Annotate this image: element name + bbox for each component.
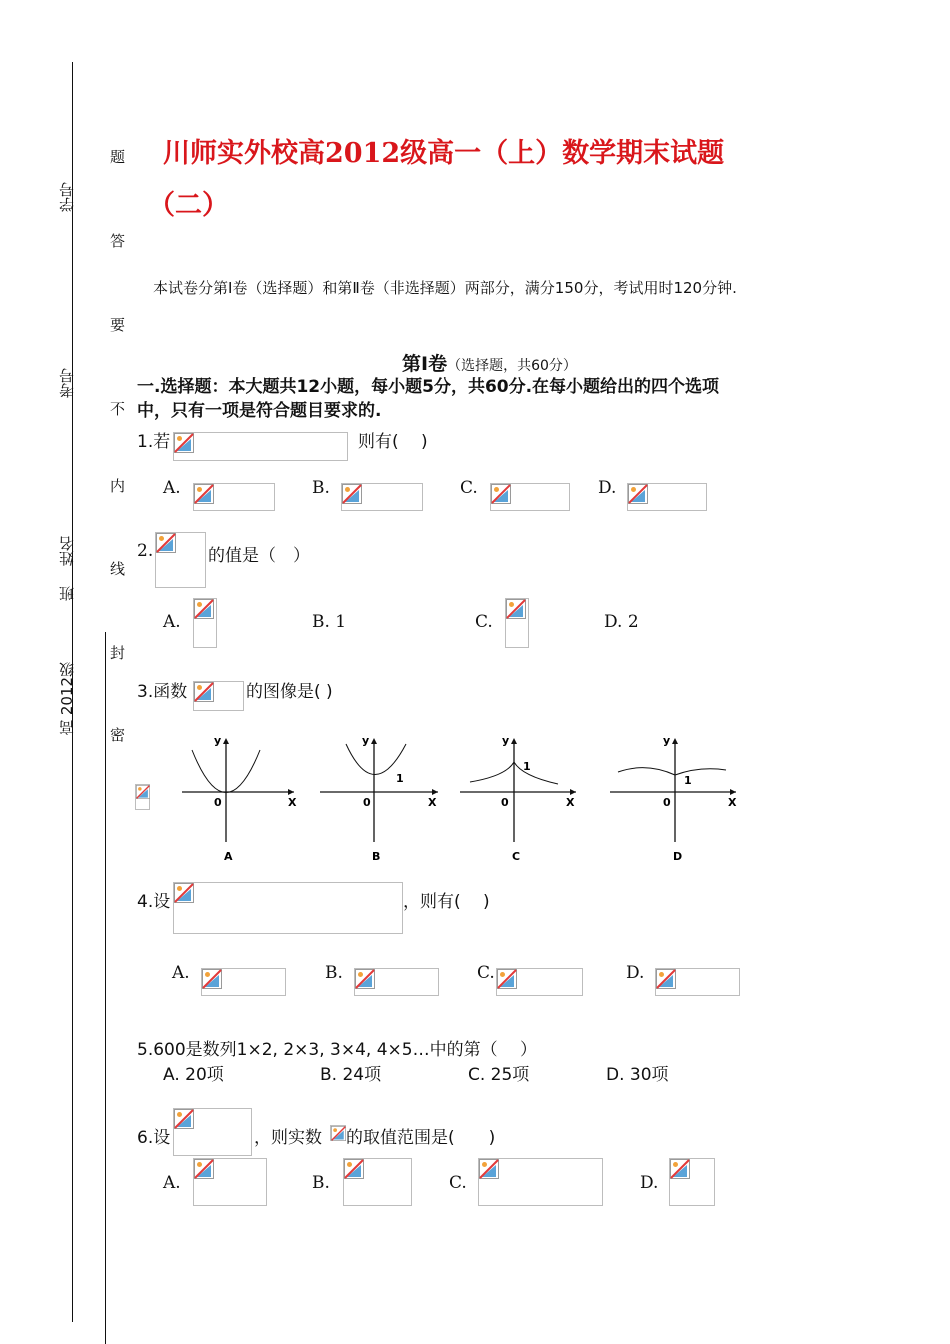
graph-b-o: 0 [363,796,371,809]
exam-title: 川师实外校高2012级高一（上）数学期末试题 [163,138,725,169]
q2-option-a-label: A. [163,612,181,632]
q6-option-c-image [478,1158,603,1206]
q5-option-a: A. 20项 [163,1065,224,1085]
q1-option-c-image [490,483,570,511]
section-note: （选择题，共60分） [447,358,577,374]
q6-suffix: 的取值范围是( ) [346,1128,496,1148]
seal-char-2: 答 [110,232,126,250]
graph-d-x: X [728,796,737,809]
broken-image-icon [174,1109,194,1129]
q3-prefix: 3.函数 [137,682,188,702]
q6-option-b-image [343,1158,412,1206]
q4-option-b-image [354,968,439,996]
graph-a-letter: A [224,850,233,863]
q4-option-d-label: D. [626,963,645,983]
graph-c-o: 0 [501,796,509,809]
seal-char-4: 不 [110,400,126,418]
q2-option-c-image [505,598,529,648]
broken-image-icon [194,1159,214,1179]
graph-d-letter: D [673,850,683,863]
graph-a-x: X [288,796,297,809]
graph-a-y: y [214,734,222,747]
q5-option-c: C. 25项 [468,1065,530,1085]
broken-image-icon [479,1159,499,1179]
seal-char-7: 封 [110,644,126,662]
graph-c-one: 1 [523,760,531,773]
graph-a-o: 0 [214,796,222,809]
part-one-line1: 一.选择题：本大题共12小题，每小题5分，共60分.在每小题给出的四个选项 [137,377,720,397]
seal-char-6: 线 [110,560,126,578]
broken-image-icon [497,969,517,989]
q1-option-d-label: D. [598,478,617,498]
q6-option-b-label: B. [312,1173,330,1193]
graph-d-one: 1 [684,774,692,787]
graph-d-y: y [663,734,671,747]
broken-image-icon [344,1159,364,1179]
q6-option-a-image [193,1158,267,1206]
q4-option-a-image [201,968,286,996]
seal-char-8: 密 [110,726,126,744]
q3-suffix: 的图像是( ) [246,682,333,702]
q6-variable-image [330,1125,346,1141]
exam-intro: 本试卷分第Ⅰ卷（选择题）和第Ⅱ卷（非选择题）两部分，满分150分，考试用时120分钟. [153,279,737,297]
broken-image-icon [136,785,150,799]
graph-d [610,734,737,863]
q6-option-c-label: C. [449,1173,467,1193]
broken-image-icon [491,484,511,504]
q1-formula-image [173,432,348,461]
q3-graphs [170,730,750,870]
exam-title-part: （二） [148,190,229,221]
graph-d-o: 0 [663,796,671,809]
q2-option-d: D. 2 [604,612,639,632]
q1-prefix: 1.若 [137,432,171,452]
seal-char-1: 题 [110,148,126,166]
q1-option-b-label: B. [312,478,330,498]
broken-image-icon [355,969,375,989]
q3-side-image [135,784,150,810]
q4-suffix: ，则有( ) [403,892,490,912]
q4-option-d-image [655,968,740,996]
q6-formula-image [173,1108,252,1156]
broken-image-icon [194,599,214,619]
graph-c [460,734,576,863]
broken-image-icon [202,969,222,989]
graph-b-one: 1 [396,772,404,785]
broken-image-icon [194,682,214,702]
part-one-line2: 中，只有一项是符合题目要求的. [137,401,382,421]
part-one-instructions [137,375,719,423]
q2-option-c-label: C. [475,612,493,632]
graph-c-y: y [502,734,510,747]
name-label: 姓名 [58,536,76,566]
q6-option-d-label: D. [640,1173,659,1193]
q5-option-b: B. 24项 [320,1065,382,1085]
q6-option-d-image [669,1158,715,1206]
q4-option-c-label: C. [477,963,495,983]
q2-suffix: 的值是（ ） [208,546,310,566]
graph-b-letter: B [372,850,381,863]
graph-a [182,734,297,863]
q6-prefix: 6.设 [137,1128,171,1148]
q1-option-b-image [341,483,423,511]
q4-option-b-label: B. [325,963,343,983]
broken-image-icon [342,484,362,504]
graph-b-x: X [428,796,437,809]
student-id-label: 学号 [58,182,76,212]
broken-image-icon [506,599,526,619]
q1-option-a-label: A. [163,478,181,498]
broken-image-icon [156,533,176,553]
q2-prefix: 2. [137,541,154,561]
q6-middle: ，则实数 [254,1128,322,1148]
section-heading [402,349,577,376]
exam-id-label: 考号 [58,368,76,398]
graph-c-x: X [566,796,575,809]
binding-line-inner [105,632,106,1344]
graph-b-y: y [362,734,370,747]
broken-image-icon [174,433,194,453]
q4-formula-image [173,882,403,934]
q2-formula-image [155,532,206,588]
q2-option-b: B. 1 [312,612,347,632]
q1-option-a-image [193,483,275,511]
q4-prefix: 4.设 [137,892,171,912]
grade-label: 高 2012级 [58,662,76,735]
graph-b [320,734,438,863]
q1-option-c-label: C. [460,478,478,498]
q6-option-a-label: A. [163,1173,181,1193]
broken-image-icon [628,484,648,504]
q2-option-a-image [193,598,217,648]
section-title: 第Ⅰ卷 [402,353,448,375]
q5-option-d: D. 30项 [606,1065,669,1085]
q1-suffix: 则有( ) [358,432,428,452]
graph-c-letter: C [512,850,521,863]
broken-image-icon [670,1159,690,1179]
broken-image-icon [194,484,214,504]
broken-image-icon [174,883,194,903]
seal-char-3: 要 [110,316,126,334]
class-label: 班 [58,586,76,601]
broken-image-icon [331,1126,346,1141]
q4-option-c-image [496,968,583,996]
q1-option-d-image [627,483,707,511]
q4-option-a-label: A. [172,963,190,983]
seal-char-5: 内 [110,477,126,495]
q5-text: 5.600是数列1×2, 2×3, 3×4, 4×5…中的第（ ） [137,1040,537,1060]
broken-image-icon [656,969,676,989]
q3-formula-image [193,681,244,711]
